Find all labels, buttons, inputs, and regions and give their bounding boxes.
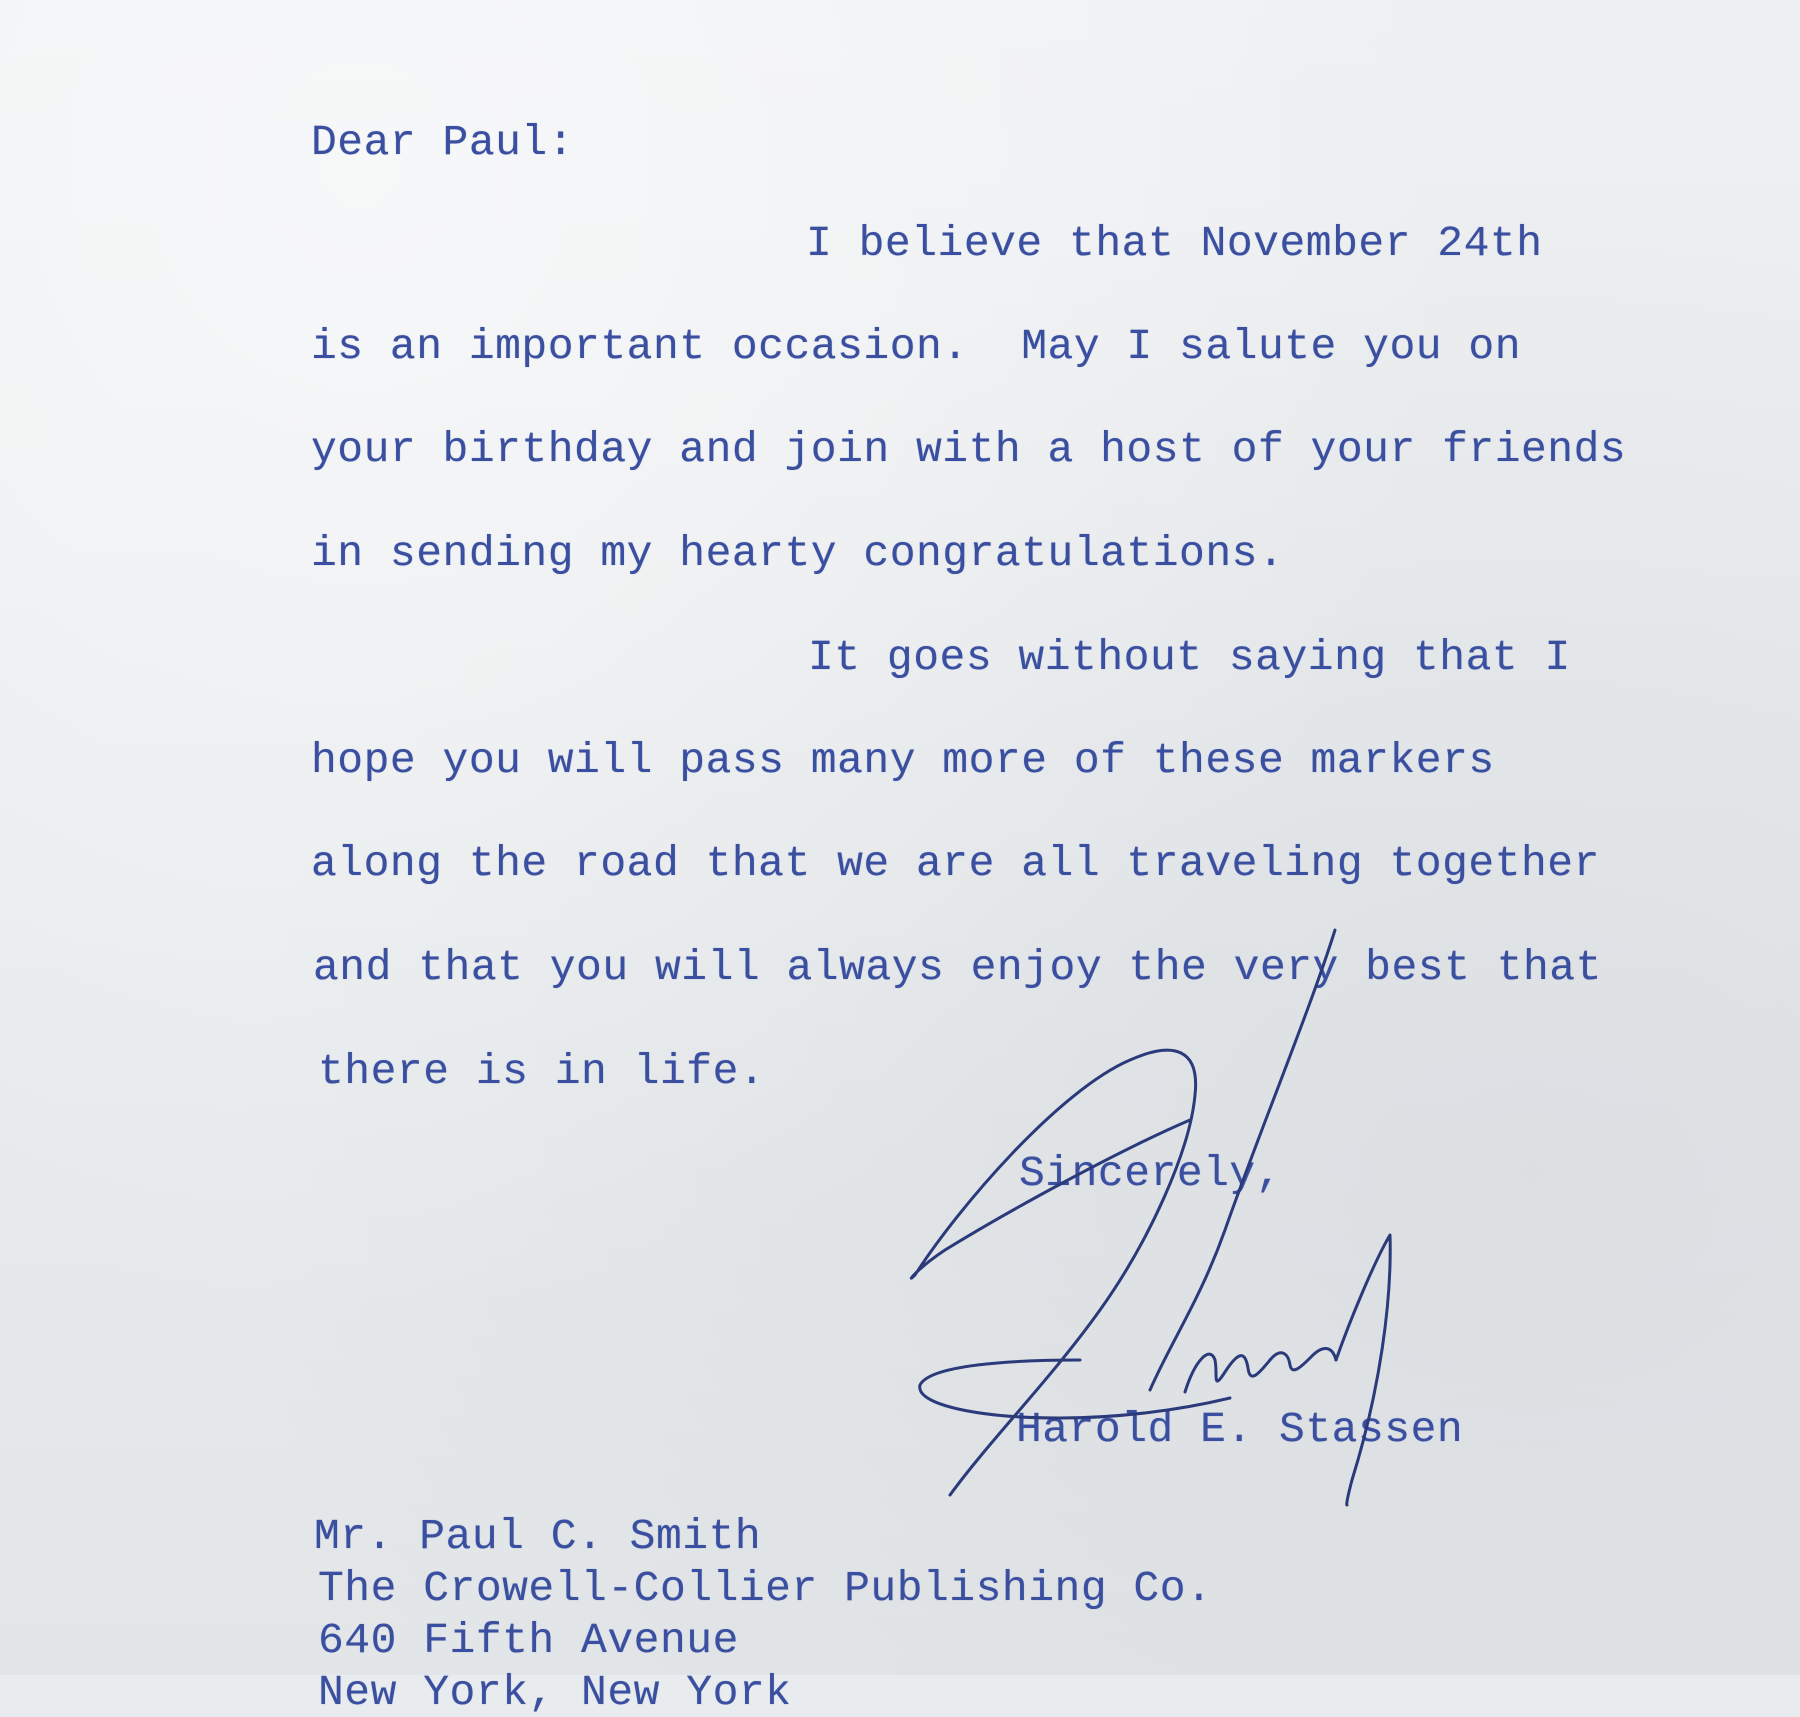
address-line-2: The Crowell-Collier Publishing Co. bbox=[318, 1564, 1213, 1613]
body-line-6: hope you will pass many more of these markers bbox=[311, 736, 1495, 785]
signer-name: Harold E. Stassen bbox=[1016, 1405, 1464, 1454]
signature-stroke bbox=[1336, 1235, 1390, 1505]
body-line-7: along the road that we are all traveling together bbox=[311, 839, 1600, 888]
body-line-3: your birthday and join with a host of your friends bbox=[311, 425, 1627, 474]
address-line-3: 640 Fifth Avenue bbox=[318, 1616, 739, 1665]
closing: Sincerely, bbox=[1019, 1149, 1283, 1198]
signature-stroke bbox=[1185, 1348, 1336, 1392]
address-line-1: Mr. Paul C. Smith bbox=[314, 1512, 762, 1561]
body-line-4: in sending my hearty congratulations. bbox=[311, 529, 1285, 578]
body-line-2: is an important occasion. May I salute you on bbox=[311, 322, 1521, 371]
body-line-8: and that you will always enjoy the very best that bbox=[313, 943, 1602, 992]
body-line-5: It goes without saying that I bbox=[808, 633, 1571, 682]
address-line-4: New York, New York bbox=[318, 1668, 792, 1717]
body-line-1: I believe that November 24th bbox=[806, 219, 1543, 268]
salutation: Dear Paul: bbox=[311, 118, 575, 167]
body-line-9: there is in life. bbox=[318, 1047, 766, 1096]
